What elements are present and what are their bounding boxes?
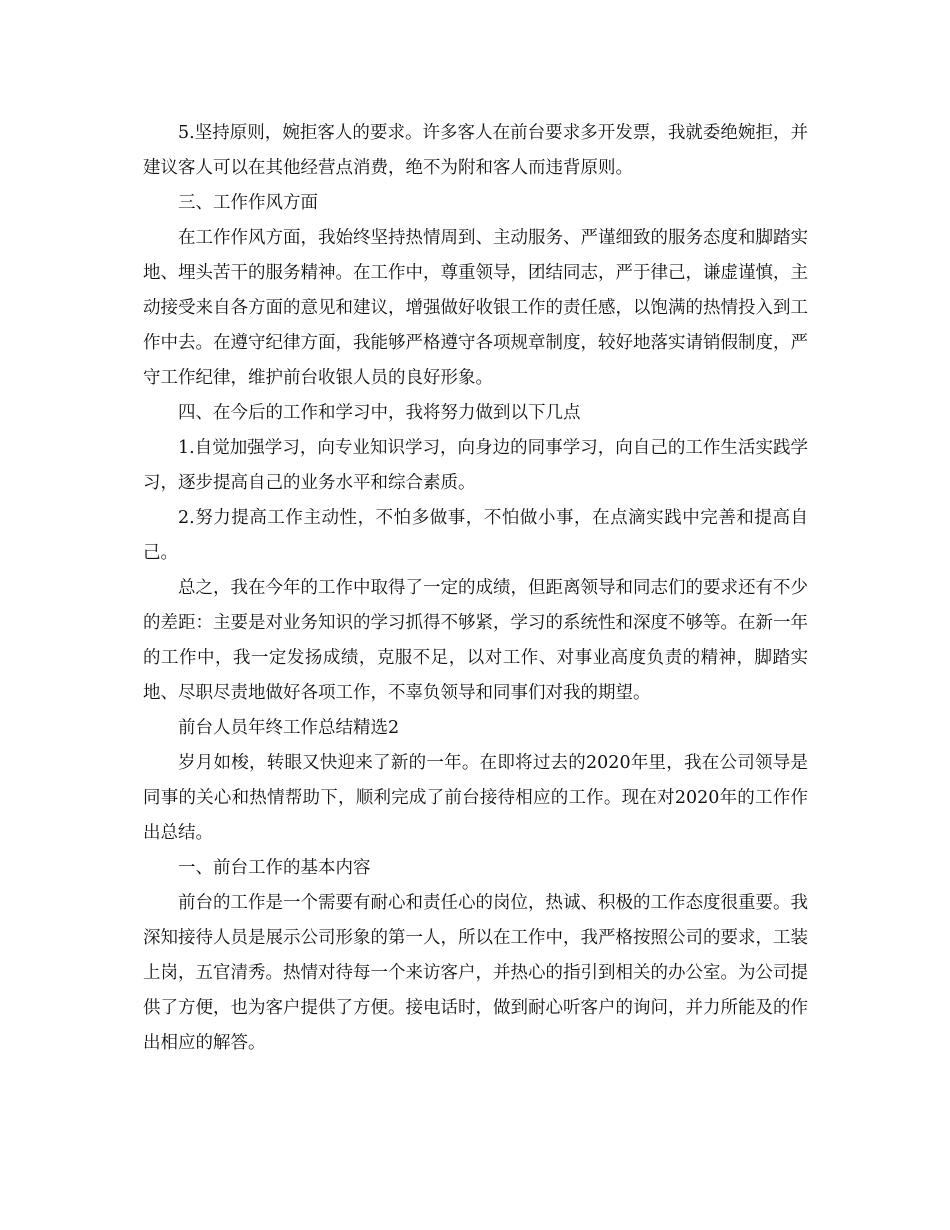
article-title-2: 前台人员年终工作总结精选2 [178,718,400,738]
paragraph-intro: 岁月如梭，转眼又快迎来了新的一年。在即将过去的2020年里，我在公司领导是同事的关心和热情帮助下，顺利完成了前台接待相应的工作。现在对2020年的工作作出总结。 [143,753,808,843]
paragraph-work-style: 在工作作风方面，我始终坚持热情周到、主动服务、严谨细致的服务态度和脚踏实地、埋头苦干的服务精神。在工作中，尊重领导，团结同志，严于律己，谦虚谨慎，主动接受来自各方面的意见和建议，增强做好收银工作的责任感，以饱满的热情投入到工作中去。在遵守纪律方面，我能够严格遵守各项规章制度，较好地落实请销假制度，严守工作纪律，维护前台收银人员的良好形象。 [143,228,808,388]
section-heading-basic-content: 一、前台工作的基本内容 [178,858,371,878]
paragraph-plan-1: 1.自觉加强学习，向专业知识学习，向身边的同事学习，向自己的工作生活实践学习，逐步提高自己的业务水平和综合素质。 [143,438,808,493]
paragraph-basic-content: 前台的工作是一个需要有耐心和责任心的岗位，热诚、积极的工作态度很重要。我深知接待人员是展示公司形象的第一人，所以在工作中，我严格按照公司的要求，工装上岗，五官清秀。热情对待每一个来访客户，并热心的指引到相关的办公室。为公司提供了方便，也为客户提供了方便。接电话时，做到耐心听客户的询问，并力所能及的作出相应的解答。 [143,893,808,1053]
document-body [143,116,808,1061]
section-heading-future-plans: 四、在今后的工作和学习中，我将努力做到以下几点 [178,403,581,423]
paragraph-plan-2: 2.努力提高工作主动性，不怕多做事，不怕做小事，在点滴实践中完善和提高自己。 [143,508,808,563]
paragraph-principle: 5.坚持原则，婉拒客人的要求。许多客人在前台要求多开发票，我就委绝婉拒，并建议客人可以在其他经营点消费，绝不为附和客人而违背原则。 [143,123,808,178]
section-heading-work-style: 三、工作作风方面 [178,193,318,213]
paragraph-conclusion: 总之，我在今年的工作中取得了一定的成绩，但距离领导和同志们的要求还有不少的差距：主要是对业务知识的学习抓得不够紧，学习的系统性和深度不够等。在新一年的工作中，我一定发扬成绩，克服不足，以对工作、对事业高度负责的精神，脚踏实地、尽职尽责地做好各项工作，不辜负领导和同事们对我的期望。 [143,578,808,703]
